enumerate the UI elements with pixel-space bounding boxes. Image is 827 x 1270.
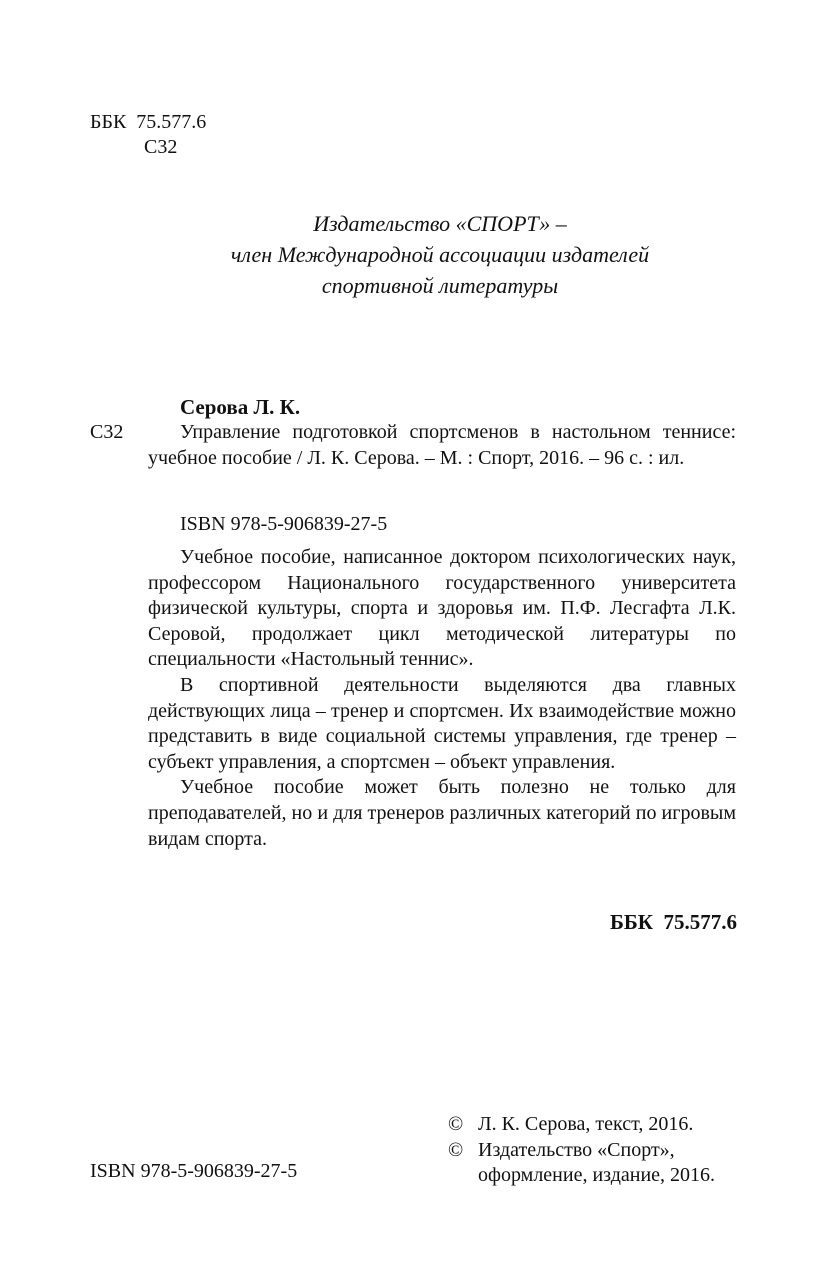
copyright-block <box>448 1112 715 1189</box>
publisher-line-1: Издательство «СПОРТ» – <box>313 211 567 236</box>
bibliographic-citation <box>148 420 736 471</box>
bbk-footer-code: ББК 75.577.6 <box>610 910 737 934</box>
annotation-paragraph-3: Учебное пособие может быть полезно не только для преподавателей, но и для тренеров различных категорий по игровым видам спорта. <box>148 776 736 850</box>
bbk-code: ББК 75.577.6 <box>90 111 207 133</box>
author-name: Серова Л. К. <box>180 395 301 419</box>
copyright-line-2: Издательство «Спорт», <box>478 1138 675 1161</box>
copyright-line-1: Л. К. Серова, текст, 2016. <box>478 1113 694 1135</box>
catalog-cutter: С32 <box>90 421 124 443</box>
publisher-note <box>150 208 730 301</box>
cutter-code: С32 <box>144 136 178 158</box>
copyright-line-3: оформление, издание, 2016. <box>478 1164 716 1186</box>
publisher-line-2: член Международной ассоциации издателей <box>230 242 650 267</box>
annotation-paragraph-2: В спортивной деятельности выделяются два главных действующих лица – тренер и спортсмен. Их взаимодействие можно представить в виде социальной системы управления, где тренер – субъект управления, а спортсмен – объект управления. <box>148 673 736 773</box>
annotation <box>148 545 736 852</box>
catalog-isbn: ISBN 978-5-906839-27-5 <box>180 513 388 535</box>
publisher-line-3: спортивной литературы <box>321 273 559 298</box>
annotation-paragraph-1: Учебное пособие, написанное доктором психологических наук, профессором Национального государственного университета физической культуры, спорта и здоровья им. П.Ф. Лесгафта Л.К. Серовой, продолжает цикл методической литературы по специальности «Настольный теннис». <box>148 546 736 671</box>
isbn-footer: ISBN 978-5-906839-27-5 <box>90 1160 298 1182</box>
copyright-symbol-2: © <box>448 1138 464 1161</box>
bbk-header <box>90 110 206 160</box>
copyright-symbol-1: © <box>448 1113 464 1135</box>
citation-text: Управление подготовкой спортсменов в настольном теннисе: учебное пособие / Л. К. Серова. – М. : Спорт, 2016. – 96 с. : ил. <box>148 421 736 469</box>
